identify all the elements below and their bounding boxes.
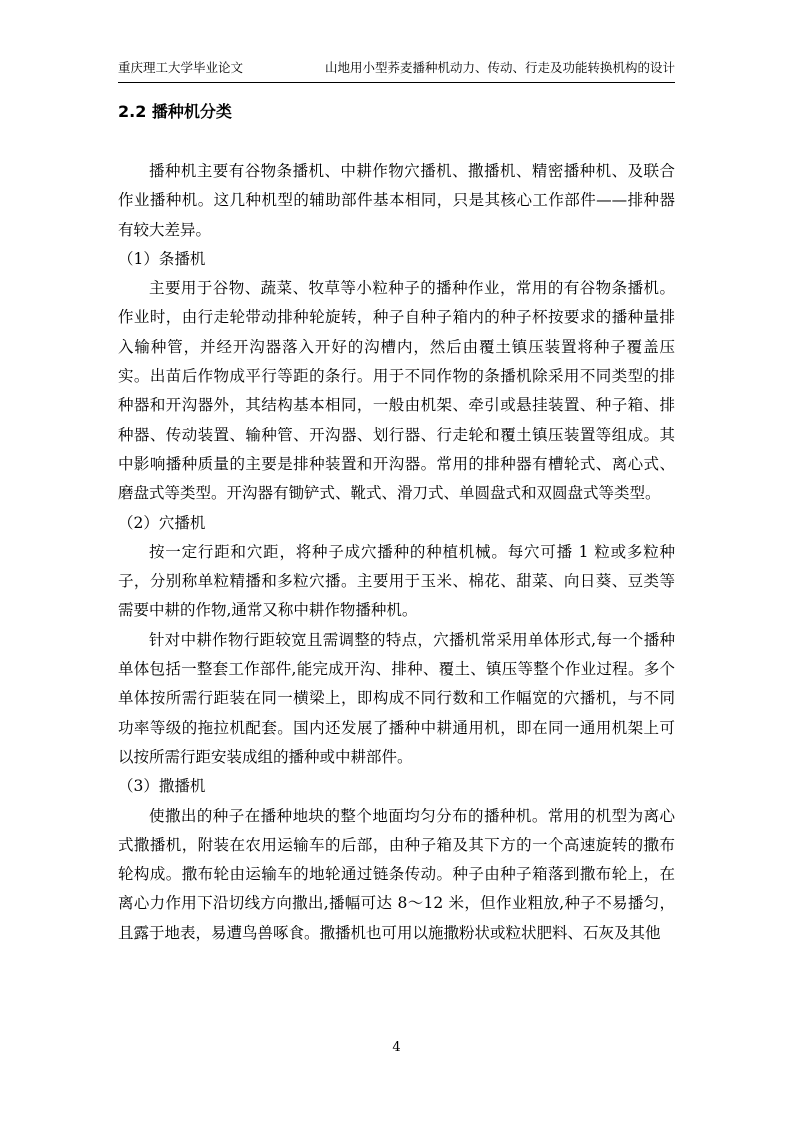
body-text — [118, 157, 675, 948]
subheading-hill-planter: （2）穴播机 — [118, 513, 206, 532]
page-number: 4 — [392, 1040, 401, 1055]
header-thesis-label: 重庆理工大学毕业论文 — [118, 60, 244, 75]
subheading-broadcast-seeder: （3）撒播机 — [118, 777, 206, 796]
paragraph-drill-seeder: 主要用于谷物、蔬菜、牧草等小粒种子的播种作业，常用的有谷物条播机。作业时，由行走轮带动排种轮旋转，种子自种子箱内的种子杯按要求的播种量排入输种管，并经开沟器落入开好的沟槽内，然后由覆土镇压装置将种子覆盖压实。出苗后作物成平行等距的条行。用于不同作物的条播机除采用不同类型的排种器和开沟器外，其结构基本相同，一般由机架、牵引或悬挂装置、种子箱、排种器、传动装置、输种管、开沟器、划行器、行走轮和覆土镇压装置等组成。其中影响播种质量的主要是排种装置和开沟器。常用的排种器有槽轮式、离心式、磨盘式等类型。开沟器有锄铲式、靴式、滑刀式、单圆盘式和双圆盘式等类型。 — [118, 279, 675, 503]
section-title: 2.2 播种机分类 — [118, 102, 232, 121]
paragraph-hill-planter: 按一定行距和穴距，将种子成穴播种的种植机械。每穴可播 1 粒或多粒种子，分别称单粒精播和多粒穴播。主要用于玉米、棉花、甜菜、向日葵、豆类等需要中耕的作物,通常又称中耕作物播种机。 — [118, 542, 675, 620]
paragraph-broadcast-seeder: 使撒出的种子在播种地块的整个地面均匀分布的播种机。常用的机型为离心式撒播机，附装在农用运输车的后部，由种子箱及其下方的一个高速旋转的撒布轮构成。撒布轮由运输车的地轮通过链条传动。种子由种子箱落到撒布轮上，在离心力作用下沿切线方向撒出,播幅可达 8～12 米，但作业粗放,种子不易播匀，且露于地表，易遭鸟兽啄食。撒播机也可用以施撒粉状或粒状肥料、石灰及其他 — [118, 806, 675, 942]
subheading-drill-seeder: （1）条播机 — [118, 249, 206, 268]
header-thesis-title: 山地用小型荞麦播种机动力、传动、行走及功能转换机构的设计 — [324, 60, 675, 75]
page-header — [118, 58, 675, 83]
paragraph-hill-planter-units: 针对中耕作物行距较宽且需调整的特点，穴播机常采用单体形式,每一个播种单体包括一整套工作部件,能完成开沟、排种、覆土、镇压等整个作业过程。多个单体按所需行距装在同一横梁上，即构成不同行数和工作幅宽的穴播机，与不同功率等级的拖拉机配套。国内还发展了播种中耕通用机，即在同一通用机架上可以按所需行距安装成组的播种或中耕部件。 — [118, 630, 675, 766]
paragraph-intro: 播种机主要有谷物条播机、中耕作物穴播机、撒播机、精密播种机、及联合作业播种机。这几种机型的辅助部件基本相同，只是其核心工作部件——排种器有较大差异。 — [118, 162, 675, 239]
